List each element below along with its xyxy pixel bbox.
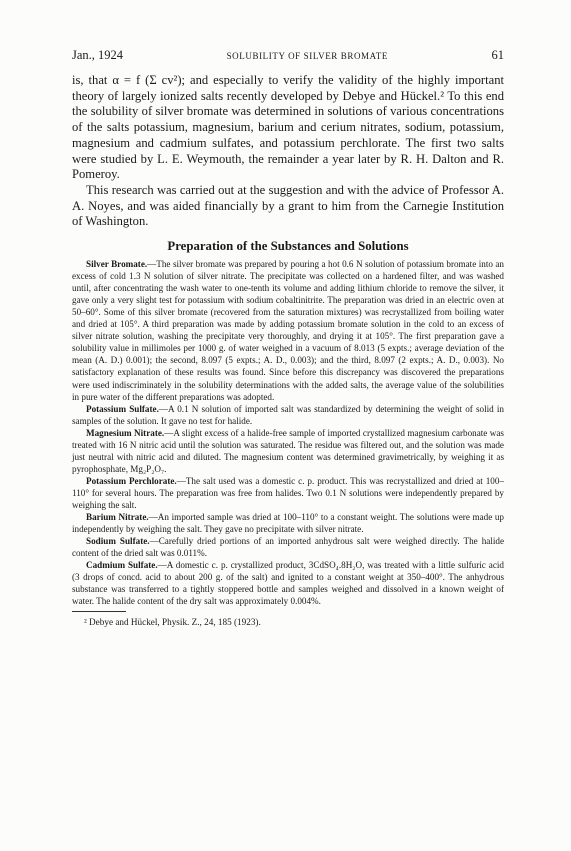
item-text: —An imported sample was dried at 100–110° to a constant weight. The solutions were made up independently by weighing the salt. They gave no precipitate with silver nitrate. [72, 512, 504, 535]
item-label: Barium Nitrate. [86, 512, 149, 523]
item-text: —Carefully dried portions of an imported anhydrous salt were weighed directly. The halide content of the dried salt was 0.011%. [72, 536, 504, 559]
item-label: Magnesium Nitrate. [86, 427, 165, 438]
item-text: —A domestic c. p. crystallized product, 3CdSO₄.8H₂O, was treated with a little sulfuric acid (3 drops of concd. acid to about 200 g. of the salt) and ignited to a constant weight at 350–400°. The anhydrous substance was transferred to a tightly stoppered bottle and samples weighed and dissolved in a known weight of water. The halide content of the dry salt was approximately 0.004%. [72, 560, 504, 607]
footnote-divider [72, 611, 126, 612]
item-silver-bromate [72, 258, 504, 403]
item-text: —The silver bromate was prepared by pouring a hot 0.6 N solution of potassium bromate into an excess of cold 1.3 N solution of silver nitrate. The precipitate was collected on a hardened filter, and was washed until, after concentrating the wash water to one-tenth its volume and adding lithium chloride to remove the silver, it gave only a very slight test for potassium with sodium cobaltinitrite. The preparation was dried in an electric oven at 50–60°. Some of this silver bromate (recovered from the saturation mixtures) was recrystallized from boiling water and dried at 105°. A third preparation was made by adding potassium bromate solution in the cold to an excess of silver nitrate solution, washing the precipitate very thoroughly, and drying it at 105°. The first preparation gave a solubility value in millimoles per 1000 g. of water weighed in a vacuum of 8.013 (5 expts.; average deviation of the mean (A. D.) 0.001); the second, 8.097 (5 expts.; A. D., 0.003); and the third, 8.097 (2 expts.; A. D., 0.003). No satisfactory explanation of these results was found. Since before this discrepancy was discovered the preparations were used indiscriminately in the solubility determinations with the added salts, the average value of the solubilities in pure water of the different preparations was adopted. [72, 259, 504, 402]
item-text: —A slight excess of a halide-free sample of imported crystallized magnesium carbonate was treated with 16 N nitric acid until the solution was saturated. The residue was filtered out, and the solution was made just neutral with nitric acid and diluted. The magnesium content was determined gravimetrically, by weighing it as pyrophosphate, Mg₂P₂O₇. [72, 427, 504, 474]
item-label: Silver Bromate. [86, 259, 148, 270]
section-heading: Preparation of the Substances and Solutions [167, 239, 409, 254]
item-sodium-sulfate [72, 535, 504, 559]
item-potassium-perchlorate [72, 475, 504, 511]
item-label: Potassium Sulfate. [86, 403, 159, 414]
item-text: —The salt used was a domestic c. p. product. This was recrystallized and dried at 100–110° for several hours. The preparation was free from halides. Two 0.1 N solutions were independently prepared by weighing the salt. [72, 475, 504, 510]
item-magnesium-nitrate [72, 427, 504, 475]
intro-paragraph-2: This research was carried out at the suggestion and with the advice of Professor A. A. Noyes, and was aided financially by a grant to him from the Carnegie Institution of Washington. [72, 182, 504, 229]
item-barium-nitrate [72, 511, 504, 535]
page-number: 61 [491, 48, 504, 62]
item-label: Potassium Perchlorate. [86, 475, 177, 486]
item-potassium-sulfate [72, 403, 504, 427]
running-header [72, 48, 504, 63]
page [72, 48, 504, 628]
footnote: ² Debye and Hückel, Physik. Z., 24, 185 (1923). [84, 617, 261, 628]
item-cadmium-sulfate [72, 559, 504, 607]
item-text: —A 0.1 N solution of imported salt was standardized by determining the weight of solid in samples of the solution. It gave no test for halide. [72, 403, 504, 426]
intro-paragraph-1: is, that α = f (Σ cv²); and especially to verify the validity of the highly important theory of largely ionized salts recently developed by Debye and Hückel.² To this end the solubility of silver bromate was determined in solutions of various concentrations of the salts potassium, magnesium, barium and cerium nitrates, sodium, potassium, magnesium and cadmium sulfates, and potassium perchlorate. The first two salts were studied by L. E. Weymouth, the remainder a year later by R. H. Dalton and R. Pomeroy. [72, 73, 504, 182]
item-label: Sodium Sulfate. [86, 536, 150, 547]
item-label: Cadmium Sulfate. [86, 560, 158, 571]
header-date: Jan., 1924 [72, 48, 124, 62]
header-title: SOLUBILITY OF SILVER BROMATE [226, 51, 388, 61]
